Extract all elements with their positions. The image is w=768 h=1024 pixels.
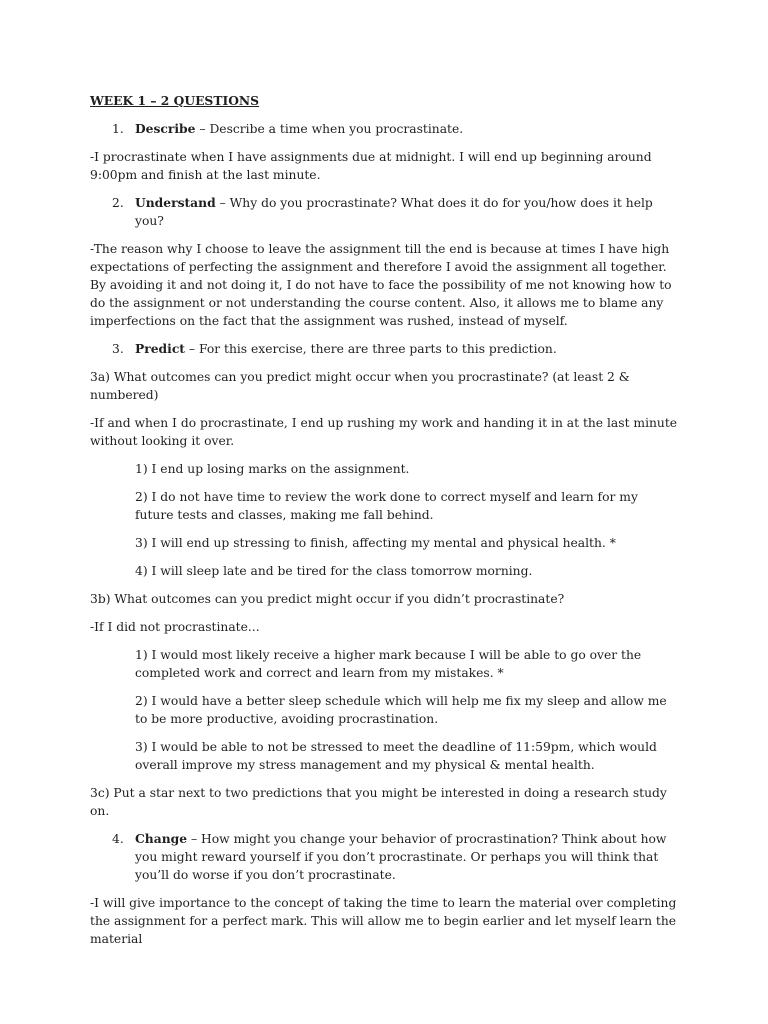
question-text: – How might you change your behavior of procrastination? Think about how you might reward yourself if you don’t procrastinate. Or perhaps you will think that you’ll do worse if you don’t procrastinate.	[135, 832, 667, 882]
answer-4: -I will give importance to the concept of taking the time to learn the material over completing the assignment for a perfect mark. This will allow me to begin earlier and let myself learn the material	[90, 896, 677, 946]
question-1	[90, 120, 680, 138]
subquestion-3b: 3b) What outcomes can you predict might occur if you didn’t procrastinate?	[90, 592, 565, 606]
question-number: 3.	[112, 342, 124, 356]
question-label: Predict	[135, 341, 185, 356]
list-item: 1) I end up losing marks on the assignment.	[135, 462, 410, 476]
document-page	[90, 92, 680, 958]
question-3	[90, 340, 680, 358]
question-text: – Describe a time when you procrastinate.	[195, 122, 464, 136]
answer-2: -The reason why I choose to leave the assignment till the end is because at times I have high expectations of perfecting the assignment and therefore I avoid the assignment all together. By avoiding it and not doing it, I do not have to face the possibility of me not knowing how to do the assignment or not understanding the course content. Also, it allows me to blame any imperfections on the fact that the assignment was rushed, instead of myself.	[90, 242, 672, 328]
subquestion-3c: 3c) Put a star next to two predictions that you might be interested in doing a research study on.	[90, 786, 667, 818]
subquestion-3a: 3a) What outcomes can you predict might occur when you procrastinate? (at least 2 & numbered)	[90, 370, 630, 402]
list-item: 1) I would most likely receive a higher mark because I will be able to go over the completed work and correct and learn from my mistakes. *	[135, 648, 642, 680]
question-number: 1.	[112, 122, 124, 136]
list-item: 2) I do not have time to review the work done to correct myself and learn for my future tests and classes, making me fall behind.	[135, 490, 638, 522]
question-2	[90, 194, 680, 230]
list-item: 4) I will sleep late and be tired for the class tomorrow morning.	[135, 564, 533, 578]
question-label: Understand	[135, 195, 216, 210]
question-label: Describe	[135, 121, 196, 136]
answer-1: -I procrastinate when I have assignments due at midnight. I will end up beginning around 9:00pm and finish at the last minute.	[90, 150, 652, 182]
question-4	[90, 830, 680, 884]
document-title: WEEK 1 – 2 QUESTIONS	[90, 93, 260, 108]
question-text: – For this exercise, there are three parts to this prediction.	[185, 342, 557, 356]
answer-3a-intro: -If and when I do procrastinate, I end up rushing my work and handing it in at the last minute without looking it over.	[90, 416, 678, 448]
question-number: 2.	[112, 196, 124, 210]
list-item: 2) I would have a better sleep schedule which will help me fix my sleep and allow me to be more productive, avoiding procrastination.	[135, 694, 667, 726]
question-text: – Why do you procrastinate? What does it do for you/how does it help you?	[135, 196, 653, 228]
question-number: 4.	[112, 832, 124, 846]
answer-3b-intro: -If I did not procrastinate...	[90, 620, 260, 634]
question-label: Change	[135, 831, 188, 846]
list-item: 3) I will end up stressing to finish, affecting my mental and physical health. *	[135, 536, 616, 550]
list-item: 3) I would be able to not be stressed to meet the deadline of 11:59pm, which would overall improve my stress management and my physical & mental health.	[135, 740, 657, 772]
